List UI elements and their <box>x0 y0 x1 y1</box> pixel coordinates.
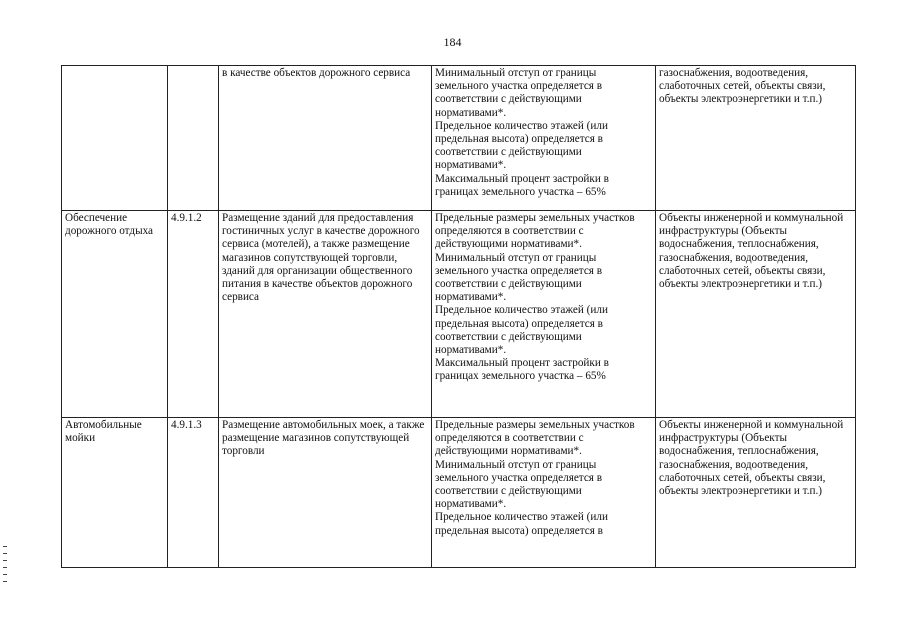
parameter-text: Предельное количество этажей (или предельная высота) определяется в <box>435 511 608 537</box>
parameter-text: Предельное количество этажей (или предельная высота) определяется в соответствии с действующими нормативами*. <box>435 304 608 357</box>
parameter-text: Предельные размеры земельных участков определяются в соответствии с действующими нормативами*. <box>435 419 635 458</box>
page-number: 184 <box>443 35 462 49</box>
table-row <box>62 418 856 568</box>
scan-margin-mark <box>3 546 7 594</box>
parameters-cell <box>432 66 656 211</box>
use-code-cell: 4.9.1.2 <box>168 211 219 418</box>
use-name-cell <box>62 66 168 211</box>
use-code-cell: 4.9.1.3 <box>168 418 219 568</box>
use-name-cell: Обеспечение дорожного отдыха <box>62 211 168 418</box>
parameter-text: Предельные размеры земельных участков определяются в соответствии с действующими нормативами*. <box>435 212 635 251</box>
use-code-cell <box>168 66 219 211</box>
use-description-cell: Размещение автомобильных моек, а также размещение магазинов сопутствующей торговли <box>219 418 432 568</box>
land-use-table <box>61 65 856 568</box>
infrastructure-cell: Объекты инженерной и коммунальной инфраструктуры (Объекты водоснабжения, теплоснабжения, газоснабжения, водоотведения, слаботочных сетей, объекты связи, объекты электроэнергетики и т.п.) <box>656 211 856 418</box>
parameter-text: Минимальный отступ от границы земельного участка определяется в соответствии с действующими нормативами*. <box>435 67 603 119</box>
parameter-text: Максимальный процент застройки в границах земельного участка – 65% <box>435 172 609 198</box>
infrastructure-cell: газоснабжения, водоотведения, слаботочных сетей, объекты связи, объекты электроэнергетики и т.п.) <box>656 66 856 211</box>
parameters-cell <box>432 418 656 568</box>
parameter-text: Максимальный процент застройки в границах земельного участка – 65% <box>435 357 609 383</box>
use-name-cell: Автомобильные мойки <box>62 418 168 568</box>
use-description-cell: Размещение зданий для предоставления гостиничных услуг в качестве дорожного сервиса (мотелей), а также размещение магазинов сопутствующей торговли, зданий для организации общественного питания в качестве объектов дорожного сервиса <box>219 211 432 418</box>
parameter-text: Предельное количество этажей (или предельная высота) определяется в соответствии с действующими нормативами*. <box>435 119 608 172</box>
table-row <box>62 211 856 418</box>
parameters-cell <box>432 211 656 418</box>
infrastructure-cell: Объекты инженерной и коммунальной инфраструктуры (Объекты водоснабжения, теплоснабжения, газоснабжения, водоотведения, слаботочных сетей, объекты связи, объекты электроэнергетики и т.п.) <box>656 418 856 568</box>
parameter-text: Минимальный отступ от границы земельного участка определяется в соответствии с действующими нормативами*. <box>435 458 603 511</box>
use-description-cell: в качестве объектов дорожного сервиса <box>219 66 432 211</box>
table-row <box>62 66 856 211</box>
parameter-text: Минимальный отступ от границы земельного участка определяется в соответствии с действующими нормативами*. <box>435 251 603 304</box>
